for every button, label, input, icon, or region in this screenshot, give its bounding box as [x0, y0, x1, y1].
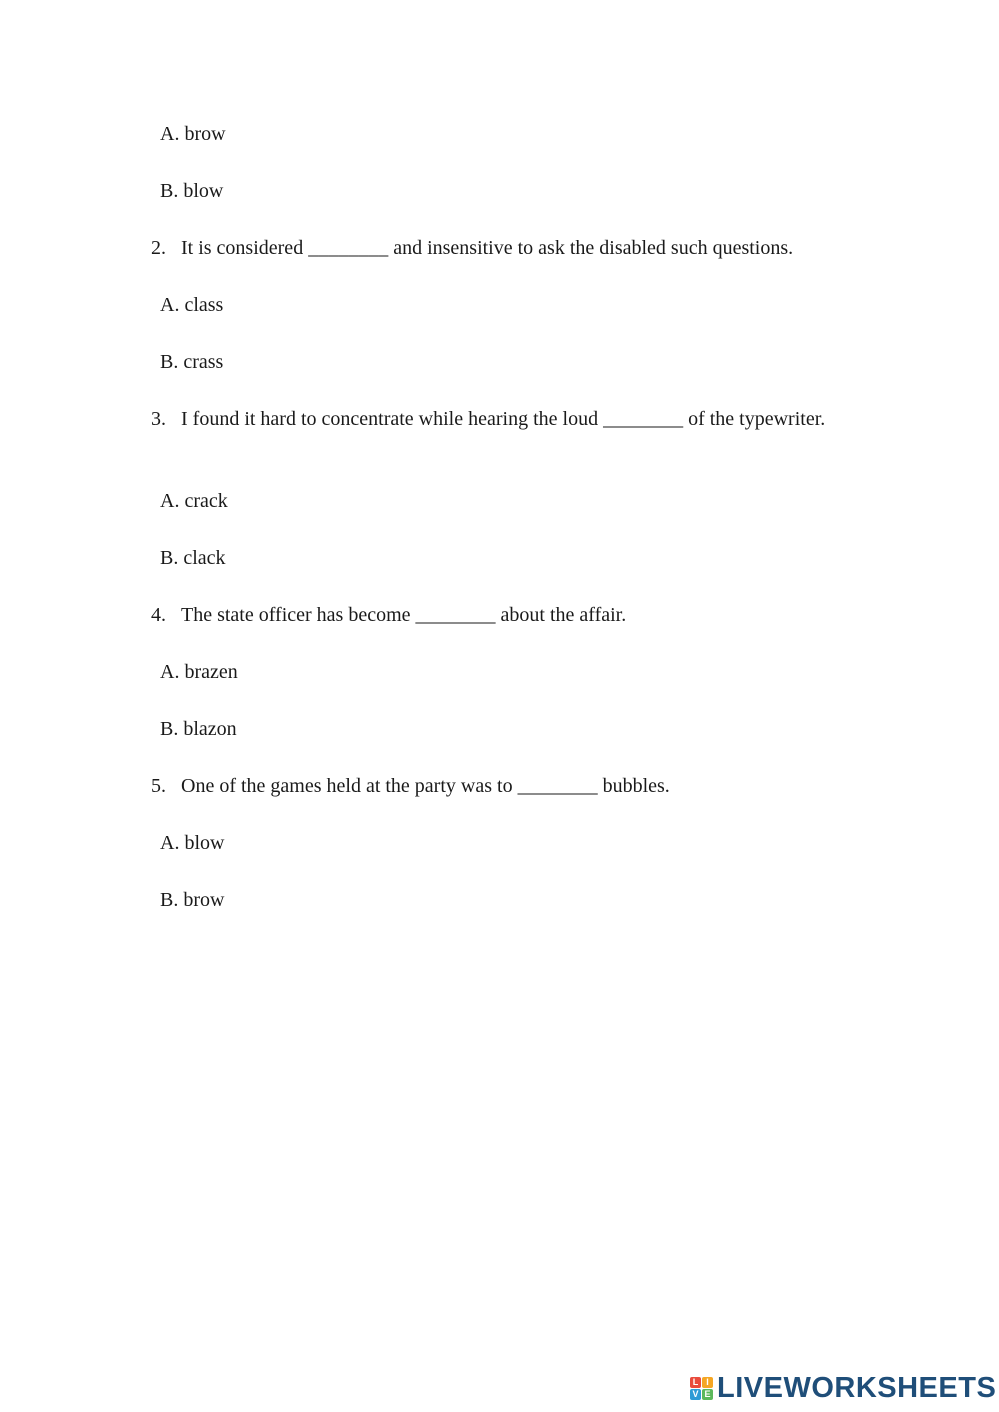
option-3b[interactable]: B. clack [160, 547, 226, 569]
option-1b[interactable]: B. blow [160, 180, 224, 202]
question-text: One of the games held at the party was to ________ bubbles. [181, 775, 670, 797]
question-number: 5. [151, 775, 166, 797]
question-number: 4. [151, 604, 166, 626]
question-text: It is considered ________ and insensitive to ask the disabled such questions. [181, 237, 794, 259]
logo-mark-letter: I [702, 1377, 713, 1388]
option-2a[interactable]: A. class [160, 294, 224, 316]
logo-mark-letter: L [690, 1377, 701, 1388]
option-1a[interactable]: A. brow [160, 123, 226, 145]
logo-mark-letter: E [702, 1389, 713, 1400]
option-4b[interactable]: B. blazon [160, 718, 237, 740]
logo-text: LIVEWORKSHEETS [717, 1371, 997, 1404]
option-5b[interactable]: B. brow [160, 889, 225, 911]
question-number: 3. [151, 408, 166, 430]
logo-mark-icon [690, 1377, 713, 1400]
option-5a[interactable]: A. blow [160, 832, 225, 854]
question-3 [151, 407, 877, 457]
question-text: The state officer has become ________ about the affair. [181, 604, 627, 626]
option-3a[interactable]: A. crack [160, 490, 228, 512]
option-2b[interactable]: B. crass [160, 351, 224, 373]
liveworksheets-logo [690, 1371, 996, 1405]
logo-mark-letter: V [690, 1389, 701, 1400]
option-4a[interactable]: A. brazen [160, 661, 238, 683]
question-number: 2. [151, 237, 166, 259]
question-text: I found it hard to concentrate while hearing the loud ________ of the typewriter. [181, 408, 826, 430]
